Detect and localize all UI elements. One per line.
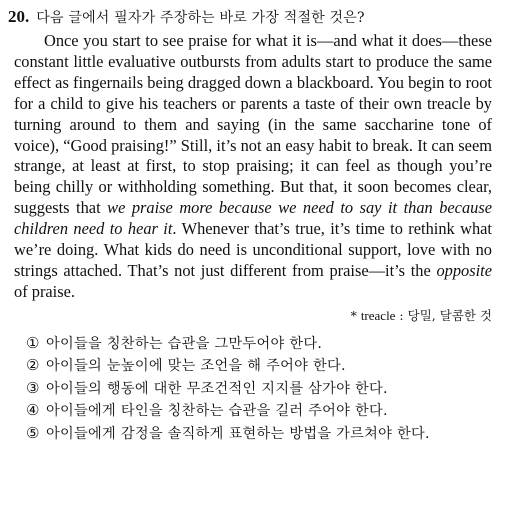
choice-3[interactable] [26,378,492,401]
choice-text: 아이들에게 타인을 칭찬하는 습관을 길러 주어야 한다. [46,403,388,420]
choice-text: 아이들의 행동에 대한 무조건적인 지지를 삼가야 한다. [46,380,388,397]
choice-text: 아이들에게 감정을 솔직하게 표현하는 방법을 가르쳐야 한다. [46,425,430,442]
em-dash-1: — [316,31,334,50]
passage-italic-2: opposite [436,260,492,280]
choice-text: 아이들의 눈높이에 맞는 조언을 해 주어야 한다. [46,358,346,375]
footnote-meaning: 당밀, 달콤한 것 [407,307,492,323]
em-dash-2: — [441,31,459,50]
choice-number: ② [26,356,40,375]
passage-text-5: it’s the [385,260,437,280]
reading-passage [14,31,492,303]
footnote-term: treacle [360,307,396,323]
choice-4[interactable] [26,400,492,423]
choice-5[interactable] [26,423,492,446]
choice-number: ③ [26,378,40,397]
vocabulary-footnote [8,305,492,327]
footnote-marker: * [350,307,357,323]
choice-text: 아이들을 칭찬하는 습관을 그만두어야 한다. [46,335,323,352]
passage-italic-1: we praise more because we need to say it than because children need to hear it [14,198,492,239]
question-number: 20. [8,7,30,26]
choice-2[interactable] [26,355,492,378]
question-prompt: 다음 글에서 필자가 주장하는 바로 가장 적절한 것은? [36,10,365,26]
footnote-separator: : [395,307,408,323]
passage-text-1: Once you start to see praise for what it is [44,31,317,50]
choice-number: ④ [26,401,40,420]
question-header [8,6,492,29]
passage-text-2: and what it does [333,31,442,50]
passage-text-6: of praise. [14,281,75,301]
choice-1[interactable] [26,333,492,356]
passage-text-4: . Whenever that’s true, it’s time to rethink what we’re doing. What kids do need is unconditional support, love with no strings attached. That’s not just different from praise [14,219,492,280]
passage-text-3: these constant little evaluative outbursts from adults start to produce the same effect as fingernails being dragged down a blackboard. You begin to root for a child to give his teachers or parents a taste of their own treacle by turning around to them and saying (in the same saccharine tone of voice), “Good praising!” Still, it’s not an easy habit to break. It can seem strange, at least at first, to stop praising; it can feel as though you’re being chilly or withholding something. But that, it soon becomes clear, suggests that [14,31,492,218]
em-dash-3: — [368,260,386,280]
choice-number: ⑤ [26,423,40,442]
passage-paragraph [14,31,492,303]
choice-number: ① [26,333,40,352]
answer-choices [26,333,492,446]
